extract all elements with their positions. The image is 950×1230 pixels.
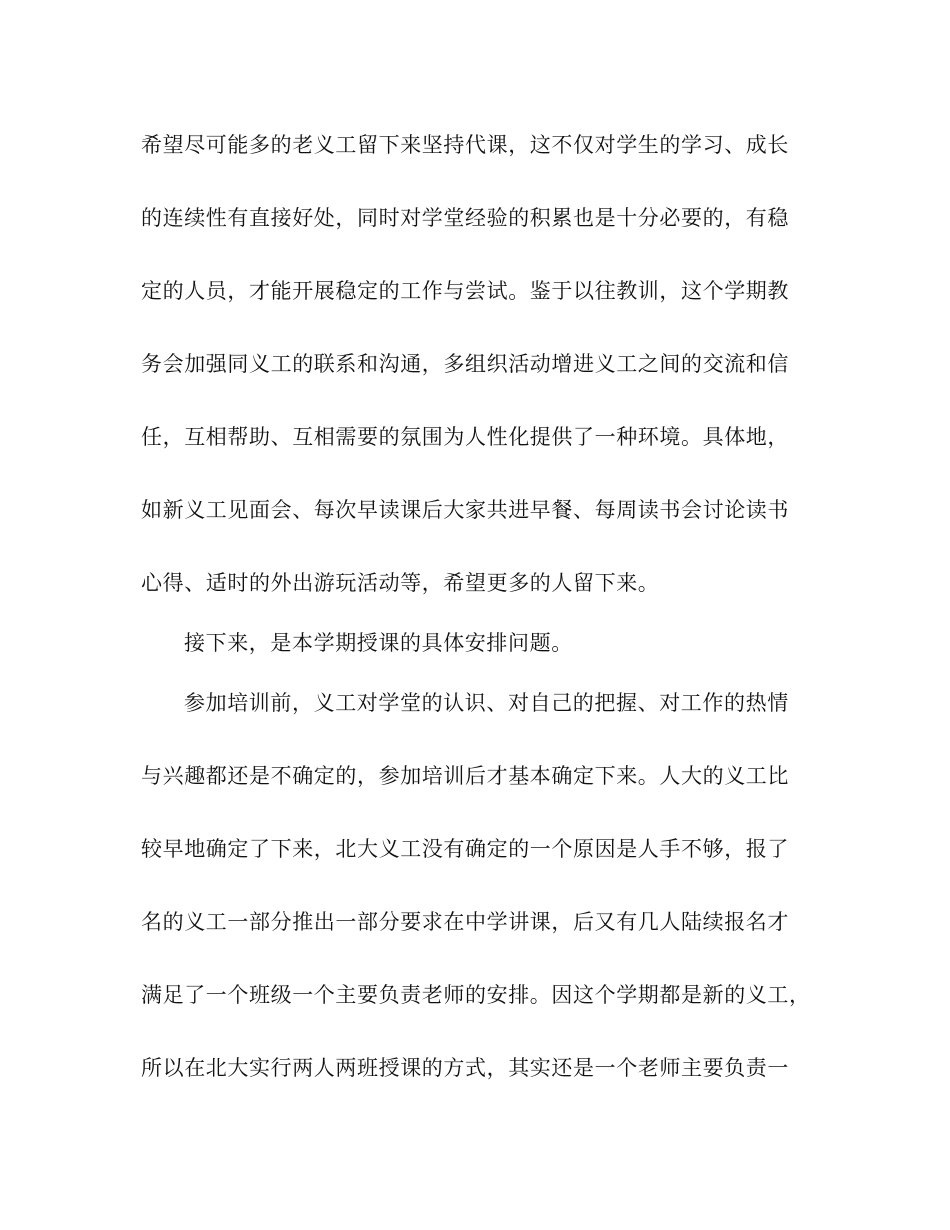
paragraph-line-5: 任，互相帮助、互相需要的氛围为人性化提供了一种环境。具体地，: [141, 425, 789, 449]
paragraph-line-12: 名的义工一部分推出一部分要求在中学讲课，后又有几人陆续报名才: [141, 910, 789, 934]
paragraph-line-6: 如新义工见面会、每次早读课后大家共进早餐、每周读书会讨论读书: [141, 498, 789, 522]
paragraph-line-7: 心得、适时的外出游玩活动等，希望更多的人留下来。: [141, 571, 660, 595]
paragraph-line-10: 与兴趣都还是不确定的，参加培训后才基本确定下来。人大的义工比: [141, 764, 789, 788]
paragraph-line-9: 参加培训前，义工对学堂的认识、对自己的把握、对工作的热情: [184, 691, 789, 715]
paragraph-line-2: 的连续性有直接好处，同时对学堂经验的积累也是十分必要的，有稳: [141, 206, 789, 230]
paragraph-line-11: 较早地确定了下来，北大义工没有确定的一个原因是人手不够，报了: [141, 837, 789, 861]
paragraph-line-4: 务会加强同义工的联系和沟通，多组织活动增进义工之间的交流和信: [141, 352, 789, 376]
paragraph-line-1: 希望尽可能多的老义工留下来坚持代课，这不仅对学生的学习、成长: [141, 133, 789, 157]
paragraph-line-14: 所以在北大实行两人两班授课的方式，其实还是一个老师主要负责一: [141, 1056, 789, 1080]
paragraph-line-8: 接下来，是本学期授课的具体安排问题。: [184, 631, 573, 655]
paragraph-line-13: 满足了一个班级一个主要负责老师的安排。因这个学期都是新的义工，: [141, 983, 811, 1007]
paragraph-line-3: 定的人员，才能开展稳定的工作与尝试。鉴于以往教训，这个学期教: [141, 279, 789, 303]
